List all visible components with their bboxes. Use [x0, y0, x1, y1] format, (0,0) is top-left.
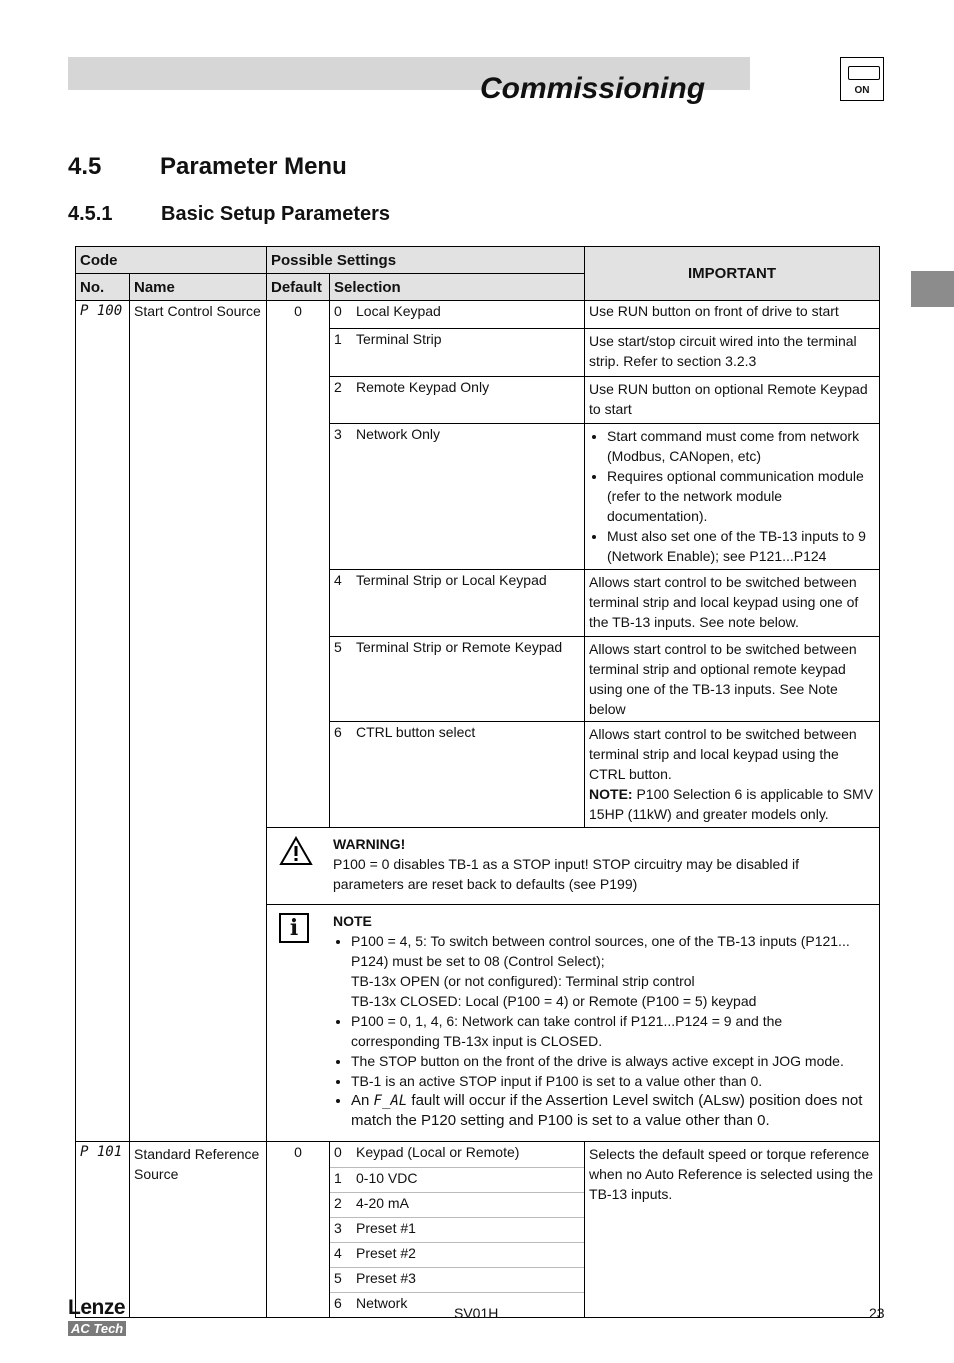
note-title: NOTE: [333, 913, 372, 929]
parameter-table: [75, 246, 880, 1318]
subsection-title: Basic Setup Parameters: [161, 203, 391, 225]
note-bullet-list: [333, 931, 873, 1131]
header-no: No.: [76, 274, 130, 301]
brand-name: Lenze: [68, 1296, 126, 1319]
brand-sub: AC Tech: [68, 1321, 126, 1336]
selection-cell: 1 0-10 VDC: [330, 1167, 584, 1192]
important-cell: Use RUN button on front of drive to start: [585, 301, 880, 329]
section-title: Parameter Menu: [160, 153, 347, 180]
important-bullet-list: [589, 426, 875, 566]
lenze-logo: [68, 1296, 126, 1338]
selection-cell: 2 Remote Keypad Only: [330, 377, 585, 424]
header-important: IMPORTANT: [585, 247, 880, 301]
param-default-p100: 0: [267, 301, 330, 828]
selection-cell: 4 Terminal Strip or Local Keypad: [330, 570, 585, 637]
fault-code: F_AL: [373, 1093, 408, 1109]
important-cell: Use RUN button on optional Remote Keypad to start: [585, 377, 880, 424]
selection-cell: 4 Preset #2: [330, 1242, 584, 1267]
selection-cell: 1 Terminal Strip: [330, 329, 585, 377]
important-cell: [585, 424, 880, 570]
page-header-title: Commissioning: [480, 72, 706, 105]
selection-cell: 2 4-20 mA: [330, 1192, 584, 1217]
table-row: [76, 1142, 880, 1318]
important-cell: Allows start control to be switched between terminal strip and local keypad using one of the TB-13 inputs. See note below.: [585, 570, 880, 637]
param-code-p100: P 100: [76, 301, 130, 1142]
power-on-icon-label: ON: [854, 85, 870, 96]
header-possible-settings: Possible Settings: [267, 247, 585, 274]
list-item: • P100 = 4, 5: To switch between control sources, one of the TB-13 inputs (P121... P124) must be set to 08 (Control Select); TB-13x OPEN (or not configured): Terminal strip control TB-13x CLOSED: Local (P100 = 4) or Remote (P100 = 5) keypad: [351, 931, 873, 1011]
section-heading: [68, 153, 347, 181]
list-item: • The STOP button on the front of the drive is always active except in JOG mode.: [351, 1051, 873, 1071]
chapter-side-tab: [911, 271, 954, 307]
selection-cell: 0 Keypad (Local or Remote): [330, 1142, 584, 1167]
param-name-p100: Start Control Source: [130, 301, 267, 1142]
page-number: 23: [869, 1305, 885, 1321]
selection-cell: 6 CTRL button select: [330, 722, 585, 828]
important-cell: Use start/stop circuit wired into the terminal strip. Refer to section 3.2.3: [585, 329, 880, 377]
selection-cell: 3 Preset #1: [330, 1217, 584, 1242]
table-row: [76, 301, 880, 329]
warning-box: [267, 828, 880, 905]
note-label: NOTE:: [589, 786, 633, 802]
header-name: Name: [130, 274, 267, 301]
list-item: • Start command must come from network (Modbus, CANopen, etc): [607, 426, 875, 466]
document-id: SV01H: [454, 1305, 499, 1321]
subsection-number: 4.5.1: [68, 203, 113, 225]
list-item: • Must also set one of the TB-13 inputs to 9 (Network Enable); see P121...P124: [607, 526, 875, 566]
important-cell: Allows start control to be switched between terminal strip and optional remote keypad using one of the TB-13 inputs. See Note below: [585, 637, 880, 722]
param-name-p101: Standard Reference Source: [130, 1142, 267, 1318]
info-icon: i: [279, 913, 309, 943]
warning-triangle-icon: [279, 836, 313, 866]
header-code: Code: [76, 247, 267, 274]
param-default-p101: 0: [267, 1142, 330, 1318]
important-cell: Selects the default speed or torque reference when no Auto Reference is selected using the TB-13 inputs.: [585, 1142, 880, 1318]
param-code-p101: P 101: [76, 1142, 130, 1318]
selection-cell: 0 Local Keypad: [330, 301, 585, 329]
power-on-icon: [840, 57, 884, 101]
list-item: • An F_AL fault will occur if the Assertion Level switch (ALsw) position does not match the P120 setting and P100 is set to a value other than 0.: [351, 1091, 873, 1131]
section-number: 4.5: [68, 153, 102, 180]
warning-title: WARNING!: [333, 836, 406, 852]
selection-cell: 5 Terminal Strip or Remote Keypad: [330, 637, 585, 722]
warning-text: P100 = 0 disables TB-1 as a STOP input! STOP circuitry may be disabled if parameters are reset back to defaults (see P199): [333, 856, 799, 892]
selection-cell: 6 Network: [334, 1294, 408, 1311]
list-item: • P100 = 0, 1, 4, 6: Network can take control if P121...P124 = 9 and the corresponding TB-13x input is CLOSED.: [351, 1011, 873, 1051]
header-selection: Selection: [330, 274, 585, 301]
selection-list-p101: [330, 1142, 585, 1318]
selection-cell: 3 Network Only: [330, 424, 585, 570]
header-default: Default: [267, 274, 330, 301]
important-cell: Allows start control to be switched between terminal strip and local keypad using the CTRL button. NOTE: P100 Selection 6 is applicable to SMV 15HP (11kW) and greater models only.: [585, 722, 880, 828]
selection-cell: 5 Preset #3: [330, 1267, 584, 1292]
list-item: • TB-1 is an active STOP input if P100 is set to a value other than 0.: [351, 1071, 873, 1091]
note-box: [267, 905, 880, 1142]
subsection-heading: [68, 203, 391, 226]
list-item: • Requires optional communication module (refer to the network module documentation).: [607, 466, 875, 526]
